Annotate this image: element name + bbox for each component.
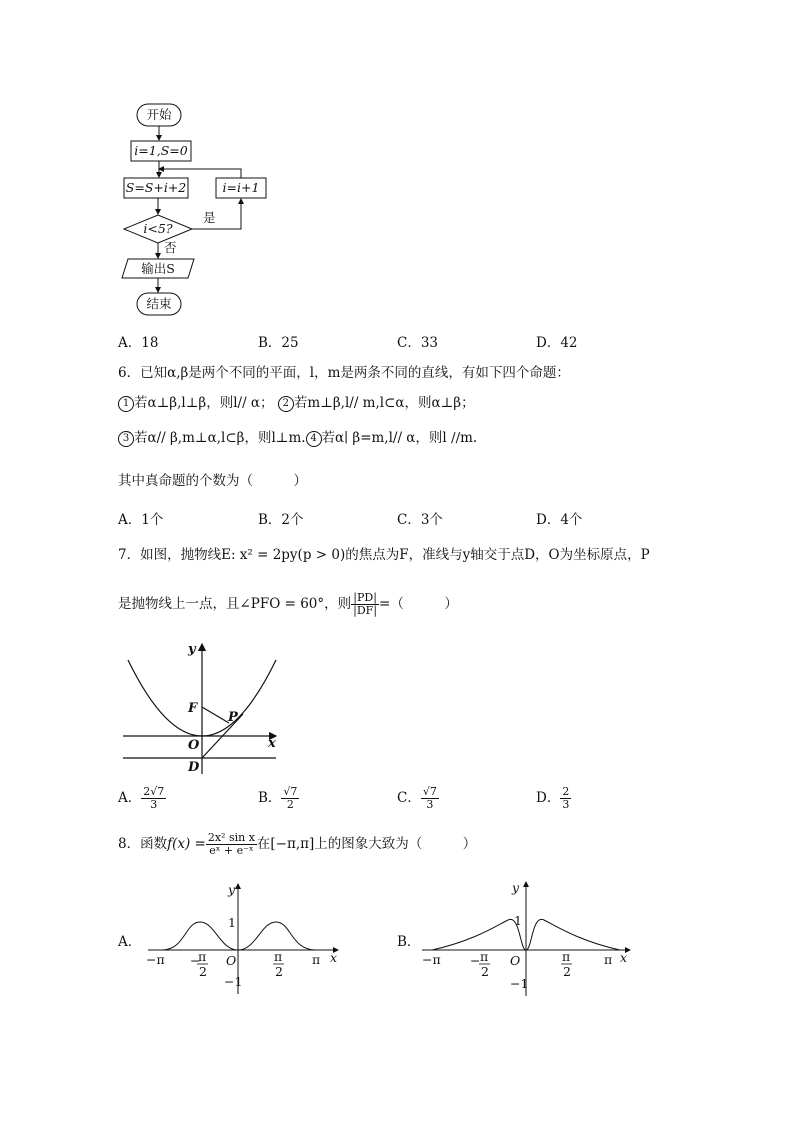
q7-line2-end: =（ ） xyxy=(379,596,458,612)
circled-number-3: 3 xyxy=(118,431,134,447)
q7-option-b-num: √7 xyxy=(283,785,298,798)
q6-number: 6． xyxy=(118,365,141,381)
q6-proposition-2: 若m⊥β,l// m,l⊂α，则α⊥β； xyxy=(293,395,475,411)
q7-option-d-label: D． xyxy=(536,790,561,806)
q8-fraction xyxy=(206,832,257,857)
q7-label-d: D xyxy=(188,760,200,775)
q5-option-d: D．42 xyxy=(536,335,578,351)
graph-a-neg-half-pi-den: 2 xyxy=(199,964,207,979)
q7-option-d-num: 2 xyxy=(562,785,570,798)
graph-a-origin: O xyxy=(226,953,237,968)
q7-option-b xyxy=(258,786,299,811)
flow-no-label: 否 xyxy=(164,240,177,255)
q7-option-c-fraction xyxy=(421,786,439,811)
graph-a-half-pi-num: π xyxy=(274,949,283,964)
q7-label-p: P xyxy=(228,710,238,725)
flow-start-text: 开始 xyxy=(146,107,172,122)
flow-update-text: S=S+i+2 xyxy=(125,180,187,195)
q6-propositions-3-4 xyxy=(118,429,477,447)
graph-b-x-label: x xyxy=(620,950,628,965)
q8-fraction-den: eˣ + e⁻ˣ xyxy=(209,844,254,857)
q8-stem xyxy=(118,832,476,857)
graph-a-y-label: y xyxy=(228,882,236,897)
q5-option-c: C．33 xyxy=(397,335,439,351)
graph-a-half-pi-den: 2 xyxy=(275,964,283,979)
graph-b-neg-sign: − xyxy=(470,953,481,968)
q5-option-b: B．25 xyxy=(258,335,299,351)
q7-ratio-denominator: |DF| xyxy=(353,604,378,617)
q7-segment-fp xyxy=(202,707,229,723)
q7-option-b-label: B． xyxy=(258,790,282,806)
graph-b-neg-one: −1 xyxy=(510,976,529,991)
graph-a-neg-half-pi-num: π xyxy=(198,949,207,964)
circled-number-2: 2 xyxy=(278,396,294,412)
q7-option-d-fraction xyxy=(560,786,571,811)
q6-propositions-1-2 xyxy=(118,394,475,412)
flow-yes-label: 是 xyxy=(203,210,216,225)
q8-prefix: 8．函数 xyxy=(118,836,168,852)
q7-option-a-num: 2√7 xyxy=(143,785,165,798)
q7-ratio-numerator: |PD| xyxy=(351,592,379,605)
flow-increment-text: i=i+1 xyxy=(222,180,260,195)
graph-b-pi: π xyxy=(604,952,613,967)
q7-option-a-den: 3 xyxy=(150,798,158,811)
q7-label-y: y xyxy=(188,642,196,657)
q7-option-b-fraction xyxy=(281,786,299,811)
q7-parabola-figure xyxy=(118,638,288,776)
q6-option-a: A．1个 xyxy=(118,512,164,528)
graph-b-half-pi-den: 2 xyxy=(563,964,571,979)
q6-stem-text: 已知α,β是两个不同的平面，l，m是两条不同的直线，有如下四个命题： xyxy=(140,365,570,381)
graph-b-neg-pi: −π xyxy=(422,952,441,967)
flow-condition-text: i<5? xyxy=(143,221,173,236)
q7-option-a-label: A． xyxy=(118,790,142,806)
q7-line2 xyxy=(118,592,458,617)
q6-proposition-1: 若α⊥β,l⊥β，则l// α； xyxy=(134,395,274,411)
q7-label-f: F xyxy=(188,701,198,716)
q6-proposition-3: 若α// β,m⊥α,l⊂β，则l⊥m. xyxy=(134,430,306,446)
circled-number-1: 1 xyxy=(118,396,134,412)
q7-line2-text: 是抛物线上一点，且∠PFO = 60°，则 xyxy=(118,596,352,612)
q7-option-a xyxy=(118,786,166,811)
q7-option-d-den: 3 xyxy=(562,798,570,811)
q6-stem xyxy=(118,364,570,382)
graph-b-origin: O xyxy=(510,953,521,968)
flow-output-text: 输出S xyxy=(141,261,175,276)
q7-option-c-label: C． xyxy=(397,790,421,806)
graph-a-curve xyxy=(162,922,316,950)
graph-b-half-pi-num: π xyxy=(562,949,571,964)
q7-option-b-den: 2 xyxy=(286,798,294,811)
graph-a-neg-one: −1 xyxy=(224,974,243,989)
graph-a-neg-pi: −π xyxy=(146,952,165,967)
q8-graph-a xyxy=(140,878,350,998)
graph-a-x-label: x xyxy=(330,950,338,965)
q8-fraction-num: 2x² sin x xyxy=(207,831,255,844)
q7-option-c-num: √7 xyxy=(422,785,437,798)
flow-init-text: i=1,S=0 xyxy=(134,143,188,158)
q5-option-a: A．18 xyxy=(118,335,159,351)
q6-proposition-4: 若α∣ β=m,l// α，则l ∕∕m. xyxy=(321,430,478,446)
q6-option-b: B．2个 xyxy=(258,512,304,528)
q8-suffix: 在[−π,π]上的图象大致为（ ） xyxy=(256,836,477,852)
graph-b-y-label: y xyxy=(512,880,520,895)
q7-ratio-fraction xyxy=(351,592,379,617)
graph-a-pi: π xyxy=(312,952,321,967)
q7-line1: 7．如图，抛物线E: x² = 2py(p > 0)的焦点为F，准线与y轴交于点D，O为坐标原点，P xyxy=(118,547,650,563)
q7-option-a-fraction xyxy=(141,786,166,811)
graph-b-neg-half-pi-num: π xyxy=(480,949,489,964)
graph-b-neg-half-pi-den: 2 xyxy=(481,964,489,979)
q7-option-d xyxy=(536,786,571,811)
q6-option-d: D．4个 xyxy=(536,512,583,528)
graph-a-one: 1 xyxy=(228,915,236,930)
q8-option-a-label: A． xyxy=(118,934,142,950)
graph-a-neg-sign: − xyxy=(190,953,201,968)
q8-graph-b xyxy=(418,876,638,1000)
circled-number-4: 4 xyxy=(306,431,322,447)
graph-b-one: 1 xyxy=(514,913,522,928)
q6-option-c: C．3个 xyxy=(397,512,443,528)
q7-option-c xyxy=(397,786,439,811)
flow-end-text: 结束 xyxy=(146,296,172,311)
q7-option-c-den: 3 xyxy=(426,798,434,811)
q7-label-o: O xyxy=(188,738,200,753)
q6-question: 其中真命题的个数为（ ） xyxy=(118,473,307,489)
flowchart xyxy=(110,98,300,320)
q7-label-x: x xyxy=(268,736,276,751)
q8-function: f(x) = xyxy=(167,836,206,852)
q8-option-b-label: B． xyxy=(397,934,421,950)
